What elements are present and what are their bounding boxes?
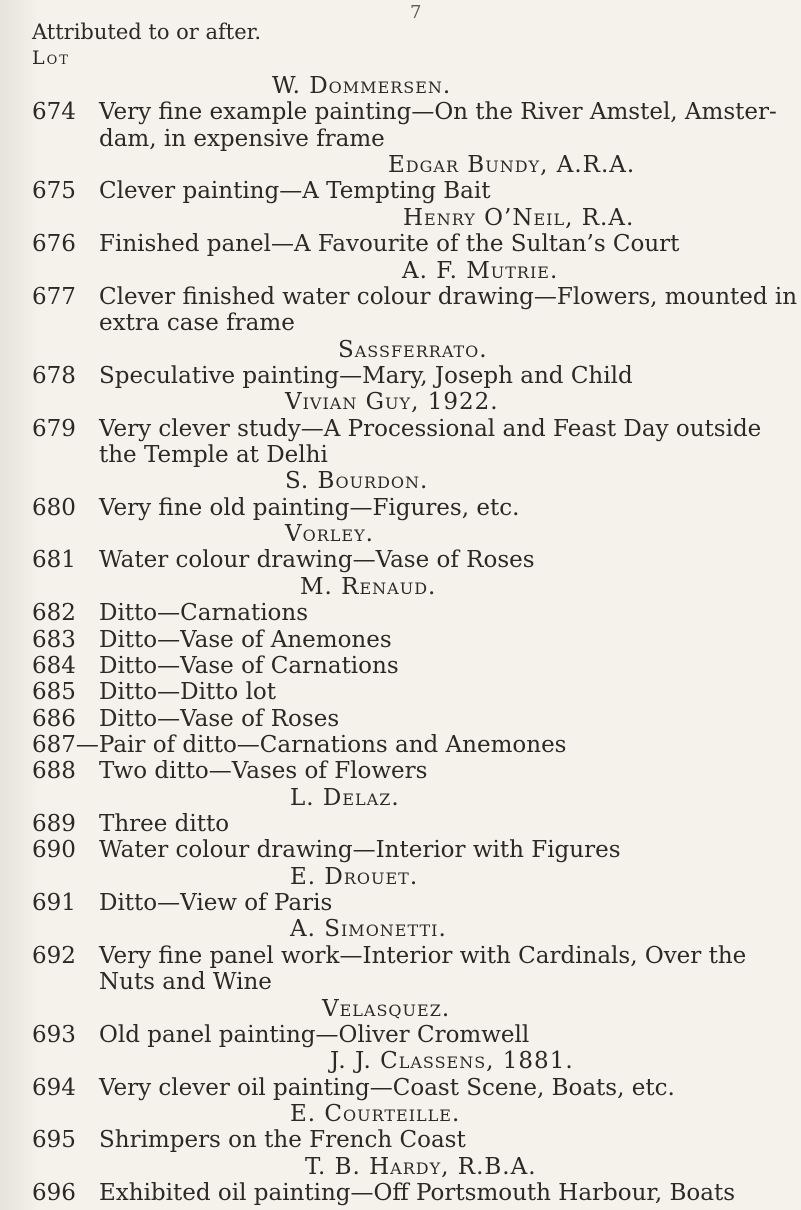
lot-description: Ditto—View of Paris xyxy=(99,890,333,916)
lot-description: Two ditto—Vases of Flowers xyxy=(99,758,428,784)
lot-description: Ditto—Ditto lot xyxy=(99,679,277,705)
page-folio: 7 xyxy=(410,2,422,23)
lot-number: 675 xyxy=(32,178,76,204)
artist-name: A. Simonetti. xyxy=(290,916,447,942)
lot-number: 683 xyxy=(32,627,76,653)
lot-number: 691 xyxy=(32,890,76,916)
lot-description: Clever painting—A Tempting Bait xyxy=(99,178,491,204)
lot-description-continued: Nuts and Wine xyxy=(99,969,272,995)
lot-description: Ditto—Vase of Anemones xyxy=(99,627,392,653)
artist-name: Velasquez. xyxy=(322,996,451,1022)
artist-name: Vivian Guy, 1922. xyxy=(285,389,499,415)
artist-name: T. B. Hardy, R.B.A. xyxy=(305,1154,537,1180)
artist-name: S. Bourdon. xyxy=(285,468,429,494)
artist-name: Edgar Bundy, A.R.A. xyxy=(388,152,636,178)
lot-description: Shrimpers on the French Coast xyxy=(99,1127,466,1153)
lot-description-continued: the Temple at Delhi xyxy=(99,442,328,468)
lot-number: 696 xyxy=(32,1180,76,1206)
lot-number: 678 xyxy=(32,363,76,389)
lot-description: Clever finished water colour drawing—Flowers, mounted in xyxy=(99,284,798,310)
lot-description: Very clever oil painting—Coast Scene, Boats, etc. xyxy=(99,1075,675,1101)
lot-entry-full: 687—Pair of ditto—Carnations and Anemones xyxy=(32,732,567,758)
lot-column-heading: Lot xyxy=(32,47,70,69)
lot-description: Exhibited oil painting—Off Portsmouth Harbour, Boats xyxy=(99,1180,736,1206)
lot-number: 679 xyxy=(32,416,76,442)
lot-number: 677 xyxy=(32,284,76,310)
artist-name: J. J. Classens, 1881. xyxy=(330,1048,574,1074)
lot-number: 689 xyxy=(32,811,76,837)
artist-name: Vorley. xyxy=(285,521,374,547)
lot-description-continued: dam, in expensive frame xyxy=(99,126,385,152)
artist-name: W. Dommersen. xyxy=(272,73,452,99)
lot-number: 676 xyxy=(32,231,76,257)
lot-description: Ditto—Vase of Carnations xyxy=(99,653,399,679)
lot-number: 684 xyxy=(32,653,76,679)
lot-number: 680 xyxy=(32,495,76,521)
lot-number: 685 xyxy=(32,679,76,705)
lot-number: 694 xyxy=(32,1075,76,1101)
lot-number: 681 xyxy=(32,547,76,573)
lot-number: 690 xyxy=(32,837,76,863)
lot-description: Water colour drawing—Interior with Figures xyxy=(99,837,621,863)
lot-description: Very fine old painting—Figures, etc. xyxy=(99,495,520,521)
lot-description: Speculative painting—Mary, Joseph and Child xyxy=(99,363,633,389)
artist-name: Sassferrato. xyxy=(338,337,488,363)
artist-name: E. Courteille. xyxy=(290,1101,461,1127)
lot-number: 674 xyxy=(32,99,76,125)
artist-name: Henry O’Neil, R.A. xyxy=(403,205,635,231)
lot-description: Old panel painting—Oliver Cromwell xyxy=(99,1022,530,1048)
lot-number: 686 xyxy=(32,706,76,732)
artist-name: A. F. Mutrie. xyxy=(402,258,559,284)
lot-number: 693 xyxy=(32,1022,76,1048)
lot-number: 682 xyxy=(32,600,76,626)
artist-name: M. Renaud. xyxy=(300,574,437,600)
artist-name: E. Drouet. xyxy=(290,864,419,890)
lot-description: Three ditto xyxy=(99,811,230,837)
lot-number: 688 xyxy=(32,758,76,784)
lot-number: 692 xyxy=(32,943,76,969)
lot-description: Finished panel—A Favourite of the Sultan’s Court xyxy=(99,231,680,257)
lot-description-continued: extra case frame xyxy=(99,310,295,336)
artist-name: L. Delaz. xyxy=(290,785,400,811)
lot-description: Ditto—Vase of Roses xyxy=(99,706,340,732)
lot-description: Very fine panel work—Interior with Cardinals, Over the xyxy=(99,943,747,969)
lot-description: Very clever study—A Processional and Feast Day outside xyxy=(99,416,762,442)
lot-description: Very fine example painting—On the River Amstel, Amster- xyxy=(99,99,777,125)
lot-description: Ditto—Carnations xyxy=(99,600,309,626)
lot-description: Water colour drawing—Vase of Roses xyxy=(99,547,535,573)
running-header: Attributed to or after. xyxy=(32,20,262,44)
lot-number: 695 xyxy=(32,1127,76,1153)
